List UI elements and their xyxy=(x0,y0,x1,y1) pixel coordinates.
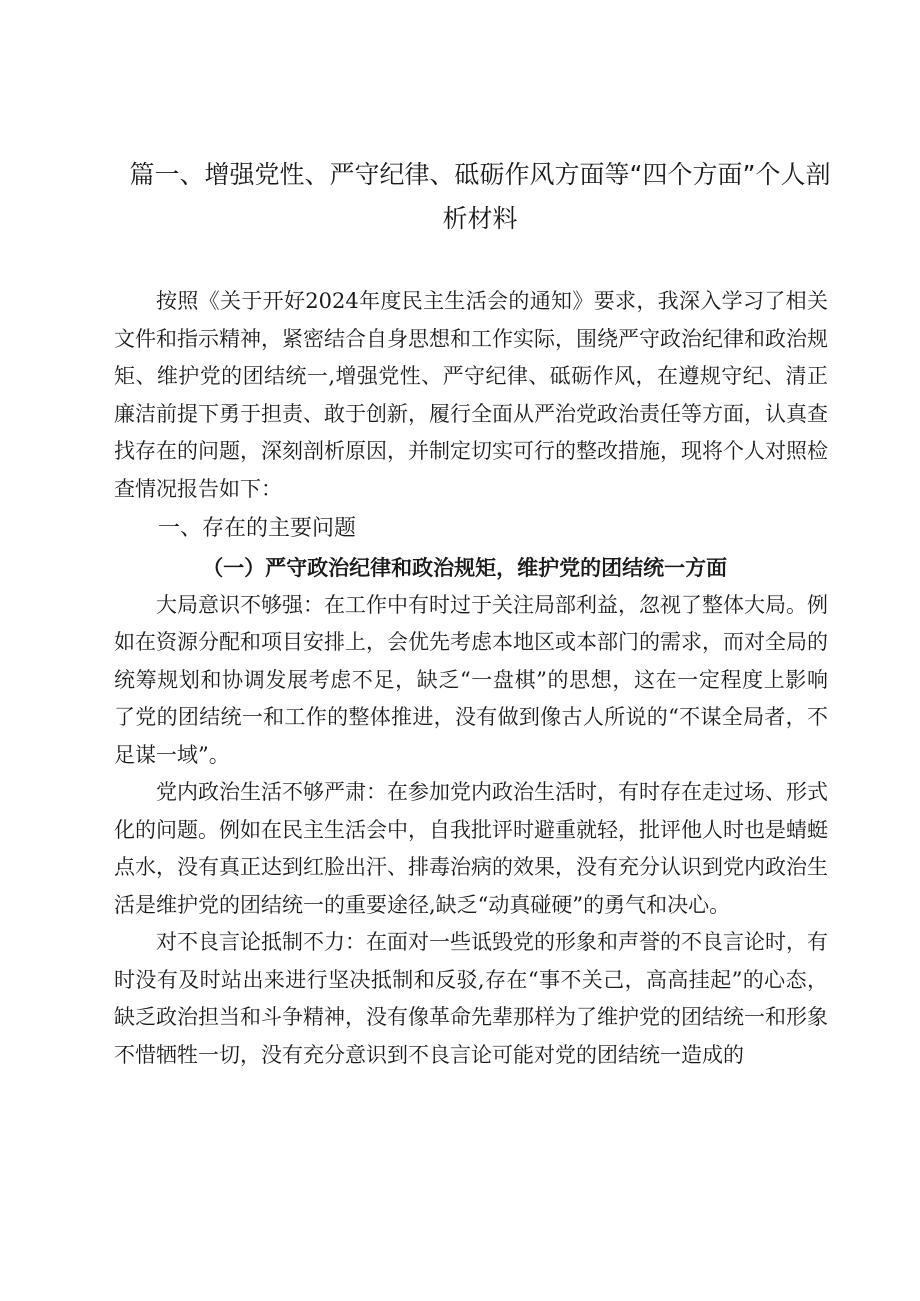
title-line-1: 篇一、增强党性、严守纪律、砥砺作风方面等“四个方面”个人剖 xyxy=(129,160,831,189)
paragraph-party-political-life: 党内政治生活不够严肃：在参加党内政治生活时，有时存在走过场、形式化的问题。例如在民主生活会中，自我批评时避重就轻，批评他人时也是蜻蜓点水，没有真正达到红脸出汗、排毒治病的效果，没有充分认识到党内政治生活是维护党的团结统一的重要途径,缺乏“动真碰硬”的勇气和决心。 xyxy=(114,780,828,917)
title-line-2: 析材料 xyxy=(442,204,518,233)
section-heading-main-problems: 一、存在的主要问题 xyxy=(158,516,357,541)
subsection-heading-political-discipline: （一）严守政治纪律和政治规矩，维护党的团结统一方面 xyxy=(202,555,728,580)
document-title xyxy=(110,153,850,241)
paragraph-resisting-bad-remarks: 对不良言论抵制不力：在面对一些诋毁党的形象和声誉的不良言论时，有时没有及时站出来进行坚决抵制和反驳,存在“事不关己，高高挂起”的心态，缺乏政治担当和斗争精神，没有像革命先辈那样为了维护党的团结统一和形象不惜牺牲一切，没有充分意识到不良言论可能对党的团结统一造成的 xyxy=(114,930,828,1067)
document-body xyxy=(114,283,828,1074)
intro-paragraph: 按照《关于开好2024年度民主生活会的通知》要求，我深入学习了相关文件和指示精神，紧密结合自身思想和工作实际，围绕严守政治纪律和政治规矩、维护党的团结统一,增强党性、严守纪律、砥砺作风，在遵规守纪、清正廉洁前提下勇于担责、敢于创新，履行全面从严治党政治责任等方面，认真查找存在的问题，深刻剖析原因，并制定切实可行的整改措施，现将个人对照检查情况报告如下： xyxy=(114,289,828,501)
paragraph-overall-awareness: 大局意识不够强：在工作中有时过于关注局部利益，忽视了整体大局。例如在资源分配和项目安排上，会优先考虑本地区或本部门的需求，而对全局的统筹规划和协调发展考虑不足，缺乏“一盘棋”的思想，这在一定程度上影响了党的团结统一和工作的整体推进，没有做到像古人所说的“不谋全局者，不足谋一域”。 xyxy=(114,592,828,767)
